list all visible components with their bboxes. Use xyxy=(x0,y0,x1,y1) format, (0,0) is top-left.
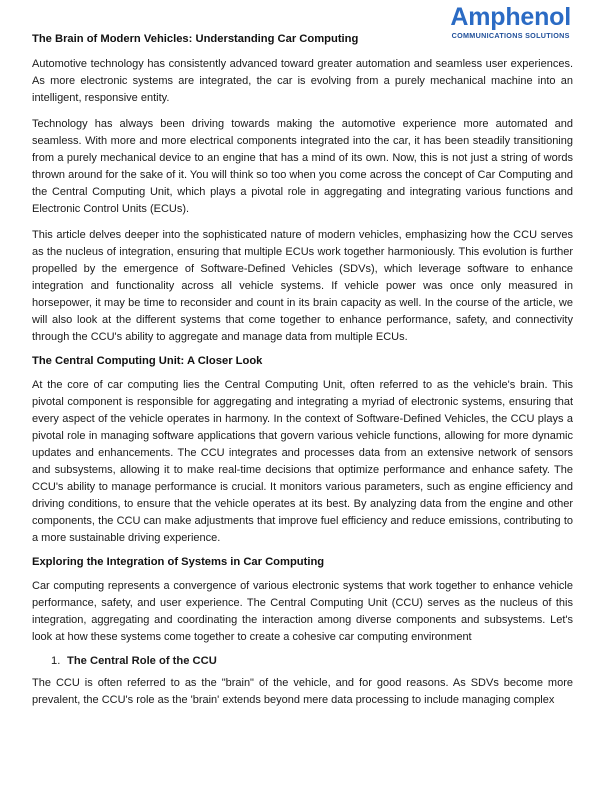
subsection-heading: The Central Role of the CCU xyxy=(67,655,217,667)
section-integration-paragraph: Car computing represents a convergence of various electronic systems that work together to enhance vehicle performance, safety, and user experience. The Central Computing Unit (CCU) serves as the nucleus of this integration, aggregating and coordinating the interaction among diverse components and subsystems. Let's look at how these systems come together to create a cohesive car computing environment xyxy=(32,580,573,643)
section-heading-integration: Exploring the Integration of Systems in Car Computing xyxy=(32,556,325,568)
section-heading-ccu: The Central Computing Unit: A Closer Look xyxy=(32,355,263,367)
intro-paragraph-3: This article delves deeper into the sophisticated nature of modern vehicles, emphasizing how the CCU serves as the nucleus of integration, ensuring that multiple ECUs work together harmoniously. This evolution is further propelled by the emergence of Software-Defined Vehicles (SDVs), which leverage software to enhance integration and functionality across all vehicle systems. If vehicle power was once only measured in horsepower, it may be time to reconsider and count in its brain capacity as well. In the course of the article, we will also look at the different systems that come together to enhance performance, safety, and connectivity through the CCU's ability to aggregate and manage data from multiple ECUs. xyxy=(32,229,573,343)
article-body xyxy=(32,33,573,718)
section-ccu-paragraph: At the core of car computing lies the Central Computing Unit, often referred to as the vehicle's brain. This pivotal component is responsible for aggregating and integrating a myriad of electronic systems, ensuring that every aspect of the vehicle operates in harmony. In the context of Software-Defined Vehicles, the CCU plays a pivotal role in managing software applications that govern various vehicle functions, allowing for more dynamic updates and enhancements. The CCU integrates and processes data from an extensive network of sensors and subsystems, allowing it to make real-time decisions that optimize performance and enhance safety. The CCU's ability to manage performance is crucial. It monitors various parameters, such as engine efficiency and driving conditions, to ensure that the vehicle operates at its best. By analyzing data from the engine and other components, the CCU can make adjustments that improve fuel efficiency and reduce emissions, contributing to a more sustainable driving experience. xyxy=(32,379,573,544)
list-number: 1. xyxy=(51,655,61,667)
article-title: The Brain of Modern Vehicles: Understanding Car Computing xyxy=(32,33,359,45)
intro-paragraph-1: Automotive technology has consistently advanced toward greater automation and seamless user experiences. As more electronic systems are integrated, the car is evolving from a purely mechanical machine into an intelligent, responsive entity. xyxy=(32,58,573,104)
numbered-heading xyxy=(51,655,573,667)
subsection-paragraph: The CCU is often referred to as the "brain" of the vehicle, and for good reasons. As SDVs become more prevalent, the CCU's role as the 'brain' extends beyond mere data processing to include managing complex xyxy=(32,677,573,706)
logo-subtitle: COMMUNICATIONS SOLUTIONS xyxy=(451,31,570,40)
intro-paragraph-2: Technology has always been driving towards making the automotive experience more automated and seamless. With more and more electrical components integrated into the car, it has been steadily transitioning from a purely mechanical device to an engine that has a mind of its own. Now, this is not just a string of words thrown around for the sake of it. You will think so too when you come across the concept of Car Computing and the Central Computing Unit, which plays a pivotal role in aggregating and integrating various functions and Electronic Control Units (ECUs). xyxy=(32,118,573,215)
logo-name: Amphenol xyxy=(450,3,571,31)
